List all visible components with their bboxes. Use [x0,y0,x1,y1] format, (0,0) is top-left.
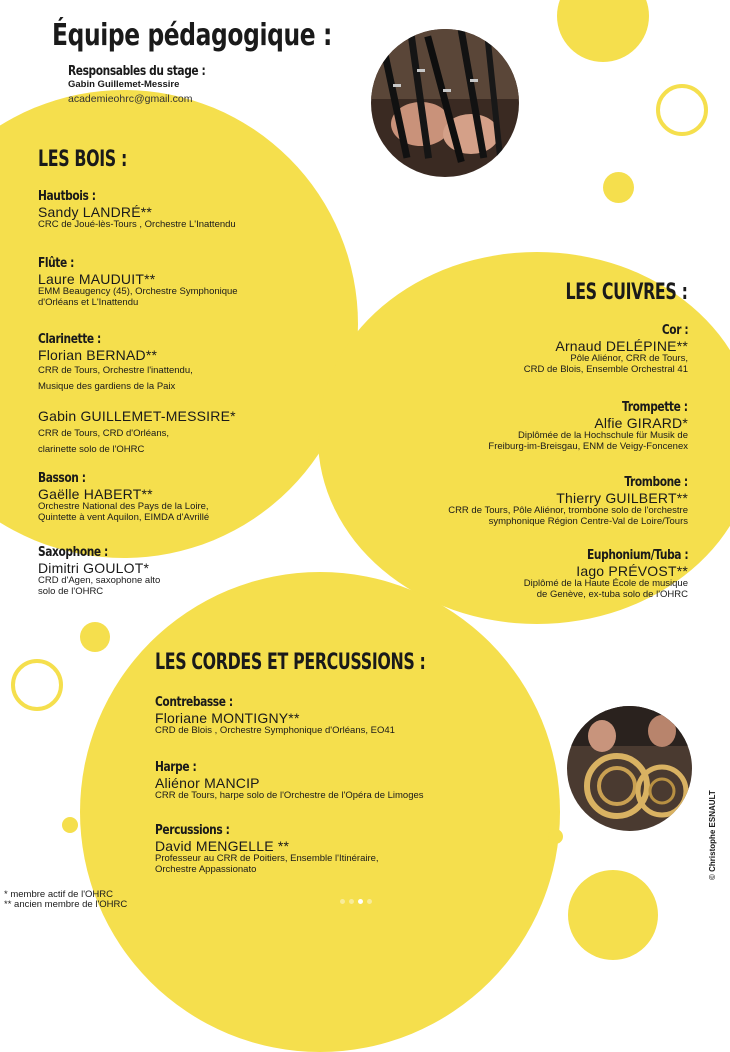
teacher-name: Floriane MONTIGNY** [155,710,300,726]
contact-email[interactable]: academieohrc@gmail.com [68,93,193,105]
decor-dot-left [80,622,110,652]
teacher-name: Gabin GUILLEMET-MESSIRE* [38,408,236,424]
responsables-label: Responsables du stage : [68,64,206,79]
decor-circle-top [557,0,649,62]
page-title: Équipe pédagogique : [52,18,332,53]
instrument-label: Saxophone : [38,545,108,560]
clarinets-photo [371,29,519,177]
teacher-name: Gaëlle HABERT** [38,486,153,502]
cordes-circle [80,572,560,1052]
teacher-name: Laure MAUDUIT** [38,271,156,287]
decor-ring-right [656,84,708,136]
decor-dot-small-right [548,829,563,844]
instrument-label: Euphonium/Tuba : [586,548,688,563]
entry-contrebasse [155,695,395,737]
cuivres-section-title: LES CUIVRES : [565,280,688,305]
entry-trombone [448,475,688,527]
instrument-label: Clarinette : [38,332,101,347]
page-dot-active[interactable] [358,899,363,904]
page-dot[interactable] [367,899,372,904]
instrument-label: Basson : [38,471,86,486]
entry-cor [524,323,688,375]
decor-ring-left [11,659,63,711]
teacher-description: EMM Beaugency (45), Orchestre Symphonique d'Orléans et L'Inattendu [38,286,238,308]
teacher-name: Iago PRÉVOST** [576,563,688,579]
instrument-label: Contrebasse : [155,695,233,710]
entry-flute [38,256,238,308]
teacher-description: CRR de Tours, Pôle Aliénor, trombone solo de l'orchestre symphonique Région Centre-Val de Loire/Tours [448,505,688,527]
photo-credit: © Christophe ESNAULT [708,790,717,880]
teacher-description: CRD d'Agen, saxophone alto solo de l'OHRC [38,575,161,597]
entry-clarinette-1 [38,332,193,395]
instrument-label: Harpe : [155,760,197,775]
teacher-description: CRR de Tours, CRD d'Orléans, clarinette solo de l'OHRC [38,428,169,455]
page-dot[interactable] [340,899,345,904]
entry-harpe [155,760,424,802]
instrument-label: Hautbois : [38,189,96,204]
instrument-label: Flûte : [38,256,74,271]
instrument-label: Trompette : [622,400,688,415]
teacher-name: Dimitri GOULOT* [38,560,150,576]
teacher-name: Thierry GUILBERT** [556,490,688,506]
page-dot[interactable] [349,899,354,904]
teacher-description: Pôle Aliénor, CRR de Tours, CRD de Blois, Ensemble Orchestral 41 [523,353,688,375]
teacher-name: Aliénor MANCIP [155,775,260,791]
teacher-description: Orchestre National des Pays de la Loire, Quintette à vent Aquilon, EIMDA d'Avrillé [38,501,210,523]
teacher-description: Professeur au CRR de Poitiers, Ensemble l'Itinéraire, Orchestre Appassionato [155,853,379,875]
responsable-name: Gabin Guillemet-Messire [68,79,180,90]
instrument-label: Trombone : [624,475,688,490]
teacher-description: Diplômé de la Haute École de musique de Genève, ex-tuba solo de l'OHRC [523,578,688,600]
teacher-name: Sandy LANDRÉ** [38,204,153,220]
teacher-description: CRC de Joué-lès-Tours , Orchestre L'Inattendu [38,219,236,230]
entry-hautbois [38,189,236,231]
teacher-description: Diplômée de la Hochschule für Musik de Freiburg-im-Breisgau, ENM de Veigy-Foncenex [488,430,688,452]
decor-dot-right [603,172,634,203]
footnote-active-member: * membre actif de l'OHRC [4,889,113,900]
cordes-section-title: LES CORDES ET PERCUSSIONS : [155,650,426,675]
teacher-name: Arnaud DELÉPINE** [555,338,688,354]
decor-circle-bottom [568,870,658,960]
entry-percussions [155,823,379,875]
page-indicator [340,891,376,909]
entry-euphonium-tuba [524,548,688,600]
teacher-description: CRD de Blois , Orchestre Symphonique d'Orléans, EO41 [155,725,395,736]
teacher-description: CRR de Tours, Orchestre l'inattendu, Musique des gardiens de la Paix [38,365,193,392]
teacher-name: Alfie GIRARD* [594,415,688,431]
teacher-name: Florian BERNAD** [38,347,158,363]
entry-saxophone [38,545,160,597]
entry-clarinette-2 [38,408,236,458]
horns-photo [567,706,692,831]
instrument-label: Percussions : [155,823,230,838]
responsables-block [68,64,236,105]
decor-dot-small-left [62,817,78,833]
entry-basson [38,471,209,523]
teacher-description: CRR de Tours, harpe solo de l'Orchestre de l'Opéra de Limoges [155,790,424,801]
bois-section-title: LES BOIS : [38,147,127,172]
instrument-label: Cor : [661,323,688,338]
footnote-former-member: ** ancien membre de l'OHRC [4,899,128,910]
teacher-name: David MENGELLE ** [155,838,290,854]
entry-trompette [488,400,688,452]
